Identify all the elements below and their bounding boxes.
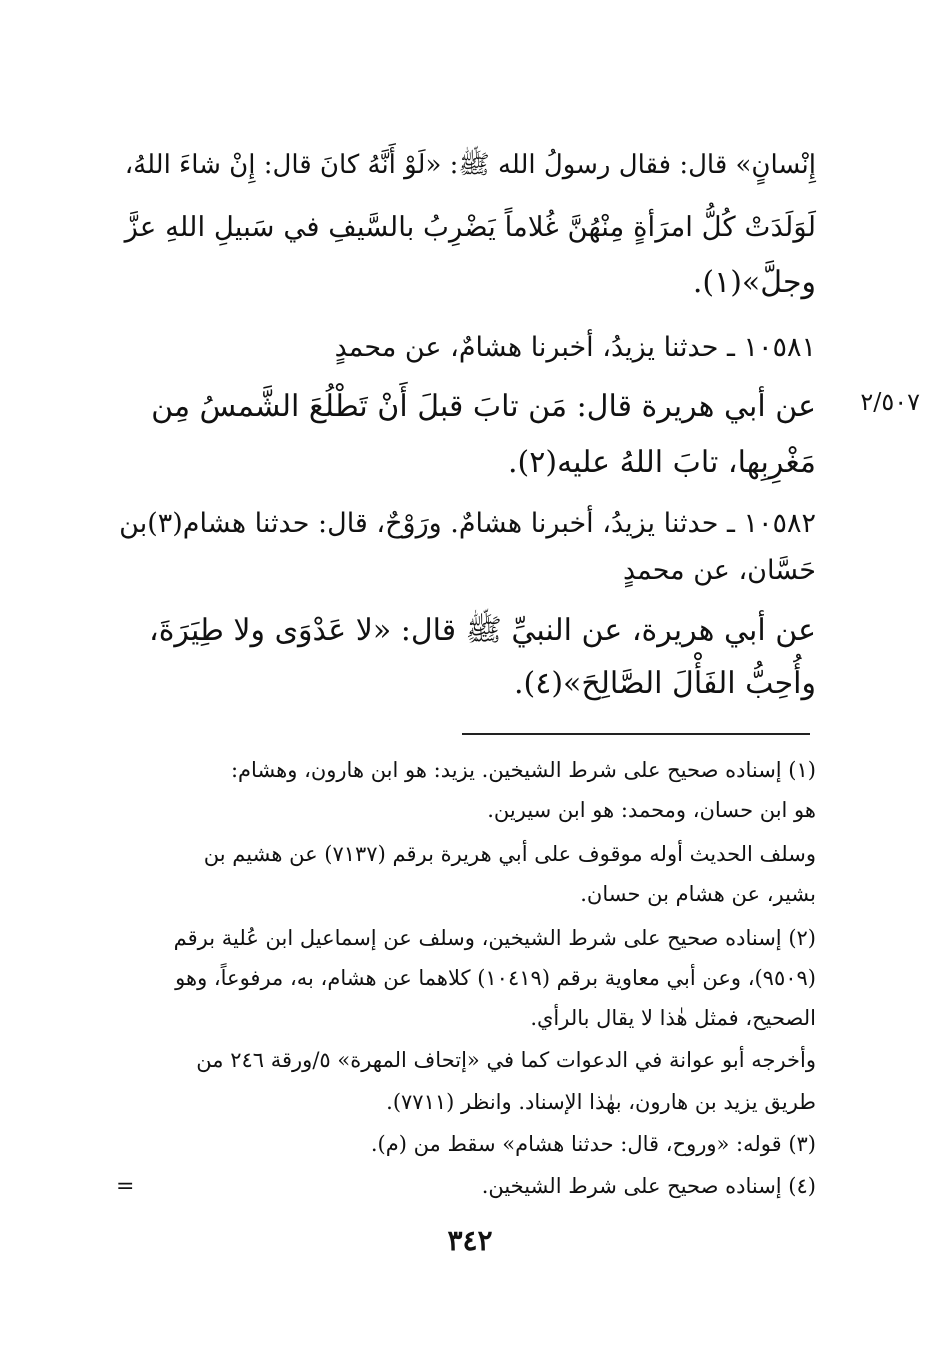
- main-line-5: عن أبي هريرة قال: مَن تابَ قبلَ أَنْ تَطْلُعَ الشَّمسُ مِن: [151, 389, 816, 424]
- footnote-line-4: بشير، عن هشام بن حسان.: [580, 882, 816, 906]
- footnote-line-7: الصحيح، فمثل هٰذا لا يقال بالرأي.: [530, 1006, 816, 1030]
- main-line-6: مَغْرِبِها، تابَ اللهُ عليه(٢).: [508, 445, 816, 480]
- page-number: ٣٤٢: [447, 1224, 493, 1257]
- hadith-10581-chain: ١٠٥٨١ ـ حدثنا يزيدُ، أخبرنا هشامٌ، عن محمدٍ: [334, 332, 816, 363]
- main-line-9: عن أبي هريرة، عن النبيِّ ﷺ قال: «لا عَدْوَى ولا طِيَرَةَ،: [149, 613, 816, 648]
- main-line-10: وأُحِبُّ الفَأْلَ الصَّالِحَ»(٤).: [513, 666, 816, 701]
- footnote-line-11: (٤) إسناده صحيح على شرط الشيخين.: [481, 1174, 816, 1198]
- hadith-10582-chain: ١٠٥٨٢ ـ حدثنا يزيدُ، أخبرنا هشامٌ. ورَوْحٌ، قال: حدثنا هشام(٣)بن: [119, 508, 816, 539]
- continuation-mark: =: [116, 1174, 135, 1199]
- main-line-1: إِنْسانٍ» قال: فقال رسولُ الله ﷺ: «لَوْ أَنَّهُ كانَ قال: إِنْ شاءَ اللهُ،: [124, 150, 816, 180]
- footnote-separator: [462, 733, 810, 735]
- footnote-line-1: (١) إسناده صحيح على شرط الشيخين. يزيد: هو ابن هارون، وهشام:: [230, 758, 816, 782]
- main-line-3: وجلَّ»(١).: [692, 265, 816, 300]
- footnote-line-6: (٩٥٠٩)، وعن أبي معاوية برقم (١٠٤١٩) كلاهما عن هشام، به، مرفوعاً، وهو: [175, 966, 816, 990]
- main-line-2: لَوَلَدَتْ كُلُّ امرَأةٍ مِنْهُنَّ غُلاماً يَضْرِبُ بالسَّيفِ في سَبيلِ اللهِ عزَّ: [124, 210, 816, 243]
- footnote-line-5: (٢) إسناده صحيح على شرط الشيخين، وسلف عن إسماعيل ابن عُلية برقم: [173, 926, 816, 950]
- footnote-line-8: وأخرجه أبو عوانة في الدعوات كما في «إتحاف المهرة» ٥/ورقة ٢٤٦ من: [196, 1048, 816, 1072]
- footnote-line-9: طريق يزيد بن هارون، بهٰذا الإسناد. وانظر (٧٧١١).: [386, 1090, 816, 1114]
- footnote-line-2: هو ابن حسان، ومحمد: هو ابن سيرين.: [487, 798, 816, 822]
- footnote-line-3: وسلف الحديث أوله موقوف على أبي هريرة برقم (٧١٣٧) عن هشيم بن: [203, 842, 816, 866]
- footnote-line-10: (٣) قوله: «وروح، قال: حدثنا هشام» سقط من (م).: [370, 1132, 816, 1156]
- hadith-10582-chain-cont: حَسَّان، عن محمدٍ: [622, 555, 816, 586]
- margin-reference: ٢/٥٠٧: [860, 388, 920, 416]
